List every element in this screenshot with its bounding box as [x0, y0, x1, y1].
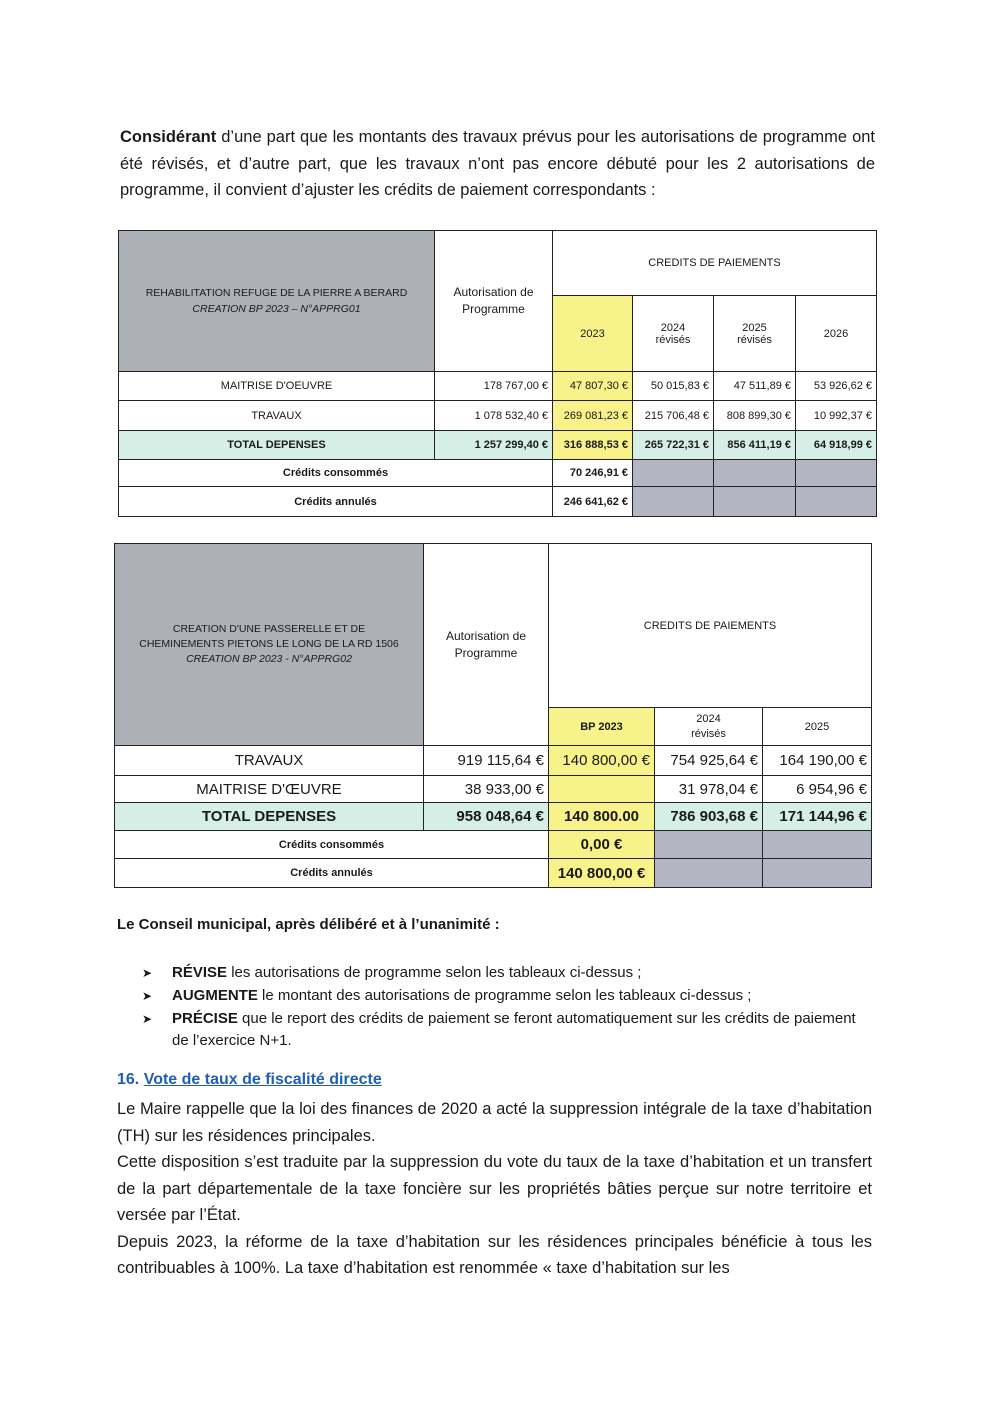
- cp-value: 47 807,30 €: [553, 372, 633, 401]
- table2-year-2024: 2024 révisés: [655, 708, 763, 746]
- table1-title-line1: REHABILITATION REFUGE DE LA PIERRE A BERARD: [145, 287, 408, 299]
- cp-value: 215 706,48 €: [633, 401, 714, 431]
- cp-value: 53 926,62 €: [796, 372, 877, 401]
- table1-ap-header: Autorisation de Programme: [435, 231, 553, 372]
- ap-value: 958 048,64 €: [424, 803, 549, 831]
- table2-cp-header: CREDITS DE PAIEMENTS: [549, 544, 872, 708]
- table-row-total: [119, 431, 877, 460]
- arrow-bullet-icon: ➤: [142, 1012, 153, 1026]
- consumed-label: Crédits consommés: [119, 460, 553, 487]
- row-label: TOTAL DEPENSES: [119, 431, 435, 460]
- row-label: MAITRISE D'OEUVRE: [119, 372, 435, 401]
- table1-year-2026: 2026: [796, 296, 877, 372]
- intro-text: d’une part que les montants des travaux prévus pour les autorisations de programme ont été révisés, et d’autre part, que les travaux n’ont pas encore débuté pour les 2 autorisations de programme, il convient d’ajuster les crédits de paiement correspondants :: [120, 128, 875, 199]
- table1-year-2023: 2023: [553, 296, 633, 372]
- section-heading: [117, 1071, 382, 1089]
- cp-value: 50 015,83 €: [633, 372, 714, 401]
- consumed-value: 0,00 €: [549, 831, 655, 859]
- table2-title-line2: CHEMINEMENTS PIETONS LE LONG DE LA RD 1506: [139, 638, 399, 650]
- council-decision-heading: Le Conseil municipal, après délibéré et à l’unanimité :: [117, 916, 500, 933]
- table-row: [115, 746, 872, 776]
- table2-year-bp2023: BP 2023: [549, 708, 655, 746]
- intro-lead: Considérant: [120, 128, 217, 146]
- cp-value: 140 800.00: [549, 803, 655, 831]
- cp-value: 64 918,99 €: [796, 431, 877, 460]
- cp-value: 808 899,30 €: [714, 401, 796, 431]
- ap-value: 1 078 532,40 €: [435, 401, 553, 431]
- cp-value: 10 992,37 €: [796, 401, 877, 431]
- table1-year-2024: 2024 révisés: [633, 296, 714, 372]
- arrow-bullet-icon: ➤: [142, 989, 153, 1003]
- row-label: TOTAL DEPENSES: [115, 803, 424, 831]
- cp-value: 171 144,96 €: [763, 803, 872, 831]
- cp-value: 786 903,68 €: [655, 803, 763, 831]
- cp-value: 316 888,53 €: [553, 431, 633, 460]
- table2-ap-header: Autorisation de Programme: [424, 544, 549, 746]
- table-row: [119, 401, 877, 431]
- section-body: [117, 1096, 872, 1282]
- table1-title: [119, 231, 435, 372]
- paragraph: Depuis 2023, la réforme de la taxe d’habitation sur les résidences principales bénéficie à tous les contribuables à 100%. La taxe d’habitation est renommée « taxe d’habitation sur les: [117, 1232, 872, 1277]
- row-label: TRAVAUX: [115, 746, 424, 776]
- cp-value: 164 190,00 €: [763, 746, 872, 776]
- cp-value: 31 978,04 €: [655, 776, 763, 803]
- cp-value: 269 081,23 €: [553, 401, 633, 431]
- cancelled-value: 140 800,00 €: [549, 859, 655, 888]
- cp-value: 47 511,89 €: [714, 372, 796, 401]
- section-title: Vote de taux de fiscalité directe: [143, 1071, 382, 1088]
- table2-title-line1: CREATION D'UNE PASSERELLE ET DE: [172, 623, 366, 635]
- table-apprg02: [114, 543, 872, 888]
- ap-value: 919 115,64 €: [424, 746, 549, 776]
- section-number: 16.: [117, 1071, 140, 1088]
- paragraph: Cette disposition s’est traduite par la suppression du vote du taux de la taxe d’habitation et un transfert de la part départementale de la taxe foncière sur les propriétés bâties perçue sur notre territoire et versée par l’État.: [117, 1153, 872, 1224]
- consumed-label: Crédits consommés: [115, 831, 549, 859]
- ap-value: 38 933,00 €: [424, 776, 549, 803]
- table-apprg01: [118, 230, 877, 517]
- intro-paragraph: [120, 124, 875, 204]
- ap-value: 178 767,00 €: [435, 372, 553, 401]
- decision-list: [140, 962, 875, 1053]
- table2-title-line3: CREATION BP 2023 - N°APPRG02: [186, 653, 352, 665]
- cancelled-value: 246 641,62 €: [553, 487, 633, 517]
- table-row-total: [115, 803, 872, 831]
- table-row-consumed: [119, 460, 877, 487]
- row-label: MAITRISE D'ŒUVRE: [115, 776, 424, 803]
- row-label: TRAVAUX: [119, 401, 435, 431]
- table1-title-line2: CREATION BP 2023 – N°APPRG01: [192, 303, 361, 315]
- ap-value: 1 257 299,40 €: [435, 431, 553, 460]
- cp-value: [549, 776, 655, 803]
- cp-value: 265 722,31 €: [633, 431, 714, 460]
- list-item: ➤ AUGMENTE le montant des autorisations de programme selon les tableaux ci-dessus ;: [140, 985, 875, 1007]
- cp-value: 140 800,00 €: [549, 746, 655, 776]
- table-row-cancelled: [115, 859, 872, 888]
- table-row: [119, 372, 877, 401]
- table-row-consumed: [115, 831, 872, 859]
- cancelled-label: Crédits annulés: [115, 859, 549, 888]
- table-row: [115, 776, 872, 803]
- table1-year-2025: 2025 révisés: [714, 296, 796, 372]
- arrow-bullet-icon: ➤: [142, 966, 153, 980]
- list-item: ➤ PRÉCISE que le report des crédits de paiement se feront automatiquement sur les crédits de paiement de l’exercice N+1.: [142, 1010, 856, 1049]
- table-row-cancelled: [119, 487, 877, 517]
- table2-title: [115, 544, 424, 746]
- cp-value: 754 925,64 €: [655, 746, 763, 776]
- paragraph: Le Maire rappelle que la loi des finances de 2020 a acté la suppression intégrale de la taxe d’habitation (TH) sur les résidences principales.: [117, 1100, 872, 1145]
- table1-cp-header: CREDITS DE PAIEMENTS: [553, 231, 877, 296]
- consumed-value: 70 246,91 €: [553, 460, 633, 487]
- cp-value: 856 411,19 €: [714, 431, 796, 460]
- cp-value: 6 954,96 €: [763, 776, 872, 803]
- cancelled-label: Crédits annulés: [119, 487, 553, 517]
- table2-year-2025: 2025: [763, 708, 872, 746]
- list-item: ➤ RÉVISE les autorisations de programme selon les tableaux ci-dessus ;: [140, 962, 875, 984]
